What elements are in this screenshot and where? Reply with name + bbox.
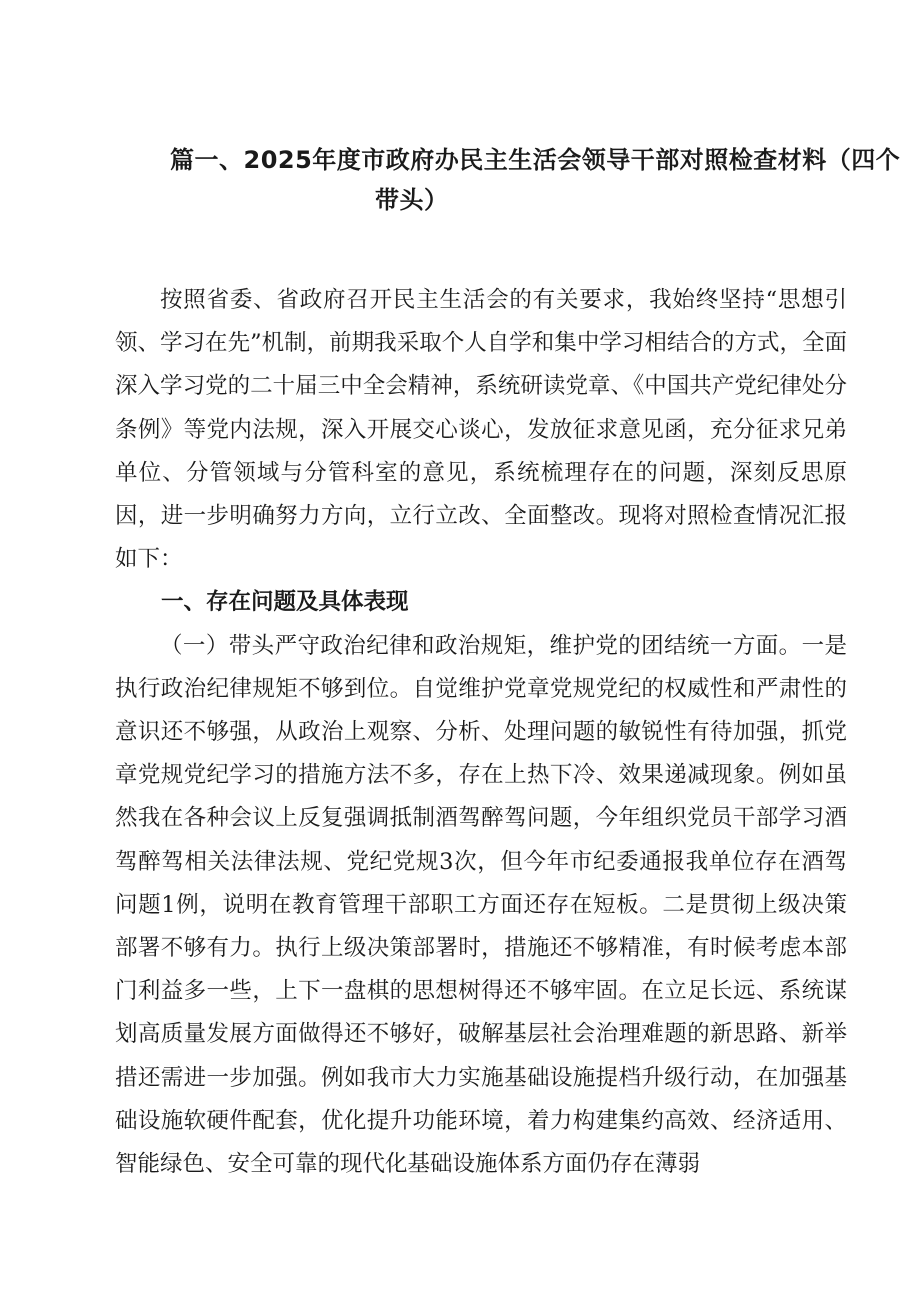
document-body — [115, 279, 847, 1186]
document-title — [170, 140, 901, 220]
intro-paragraph: 按照省委、省政府召开民主生活会的有关要求，我始终坚持“思想引领、学习在先”机制，前期我采取个人自学和集中学习相结合的方式，全面深入学习党的二十届三中全会精神，系统研读党章、《中国共产党纪律处分条例》等党内法规，深入开展交心谈心，发放征求意见函，充分征求兄弟单位、分管领域与分管科室的意见，系统梳理存在的问题，深刻反思原因，进一步明确努力方向，立行立改、全面整改。现将对照检查情况汇报如下： — [115, 287, 847, 573]
section-heading: 一、存在问题及具体表现 — [161, 589, 409, 616]
section-paragraph: （一）带头严守政治纪律和政治规矩，维护党的团结统一方面。一是执行政治纪律规矩不够到位。自觉维护党章党规党纪的权威性和严肃性的意识还不够强，从政治上观察、分析、处理问题的敏锐性有待加强，抓党章党规党纪学习的措施方法不多，存在上热下冷、效果递减现象。例如虽然我在各种会议上反复强调抵制酒驾醉驾问题，今年组织党员干部学习酒驾醉驾相关法律法规、党纪党规3次，但今年市纪委通报我单位存在酒驾问题1例，说明在教育管理干部职工方面还存在短板。二是贯彻上级决策部署不够有力。执行上级决策部署时，措施还不够精准，有时候考虑本部门利益多一些，上下一盘棋的思想树得还不够牢固。在立足长远、系统谋划高质量发展方面做得还不够好，破解基层社会治理难题的新思路、新举措还需进一步加强。例如我市大力实施基础设施提档升级行动，在加强基础设施软硬件配套，优化提升功能环境，着力构建集约高效、经济适用、智能绿色、安全可靠的现代化基础设施体系方面仍存在薄弱 — [115, 632, 847, 1178]
title-line-2: 带头） — [375, 186, 449, 214]
title-line-1: 篇一、2025年度市政府办民主生活会领导干部对照检查材料（四个 — [170, 146, 901, 174]
